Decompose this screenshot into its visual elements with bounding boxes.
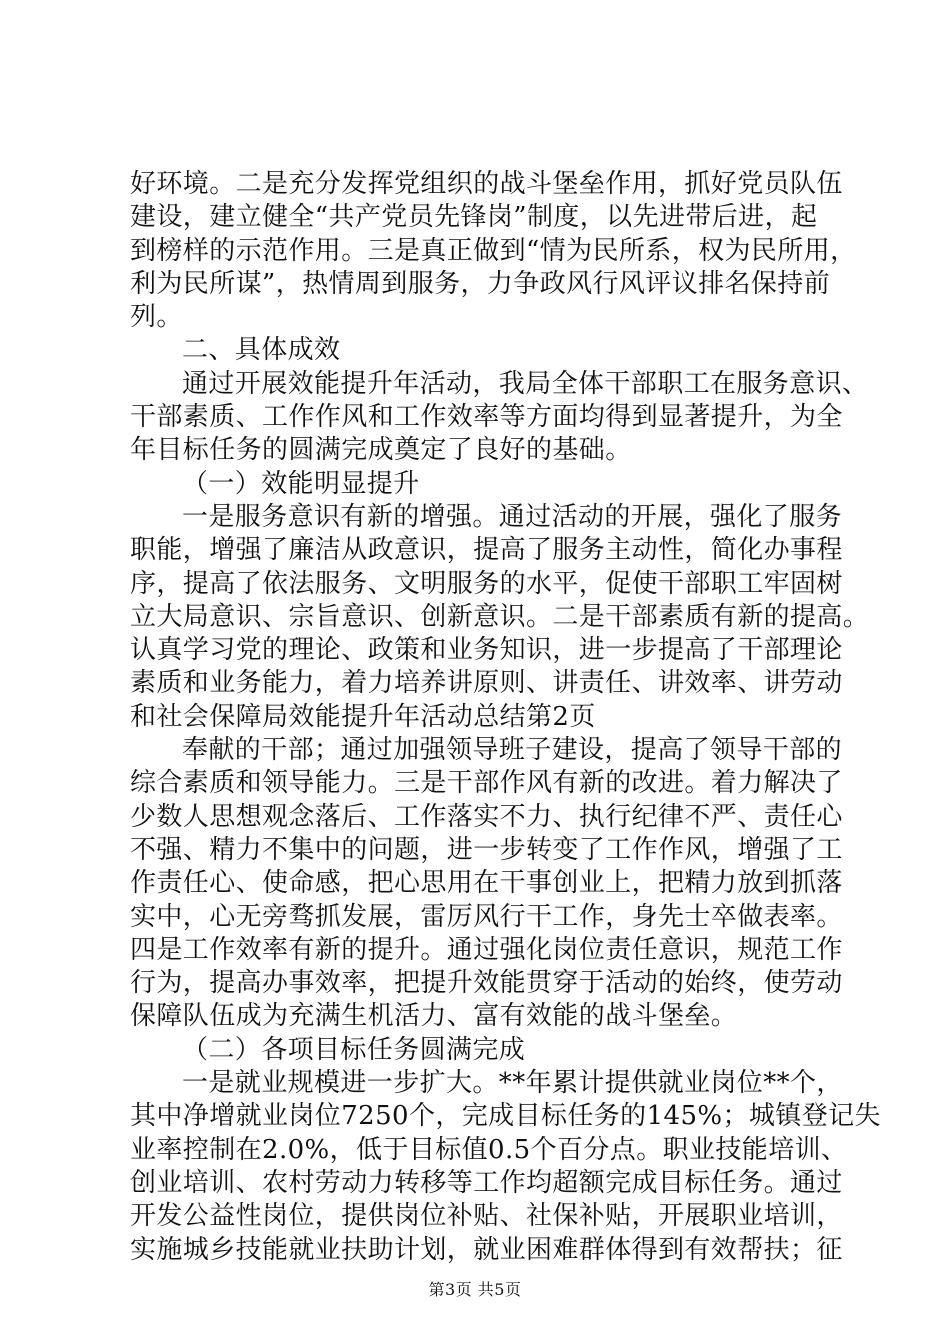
text-line: 和社会保障局效能提升年活动总结第2页	[130, 701, 596, 732]
text-line: 实中，心无旁骛抓发展，雷厉风行干工作，身先士卒做表率。	[130, 901, 843, 932]
text-line: 素质和业务能力，着力培养讲原则、讲责任、讲效率、讲劳动	[130, 668, 843, 699]
text-line: 干部素质、工作作风和工作效率等方面均得到显著提升，为全	[130, 402, 843, 433]
paragraph-start: 一是就业规模进一步扩大。**年累计提供就业岗位**个，	[182, 1068, 843, 1099]
section-heading: 二、具体成效	[182, 335, 341, 366]
text-line: 职能，增强了廉洁从政意识，提高了服务主动性，简化办事程	[130, 535, 843, 566]
text-line: 到榜样的示范作用。三是真正做到“情为民所系，权为民所用，	[130, 235, 857, 266]
text-line: 其中净增就业岗位7250个，完成目标任务的145%；城镇登记失	[130, 1101, 881, 1132]
text-line: 建设，建立健全“共产党员先锋岗”制度，以先进带后进，起	[130, 202, 818, 233]
document-body	[130, 168, 881, 1267]
subsection-heading: （二）各项目标任务圆满完成	[182, 1034, 526, 1065]
paragraph-start: 奉献的干部；通过加强领导班子建设，提高了领导干部的	[182, 735, 843, 766]
text-line: 利为民所谋”，热情周到服务，力争政风行风评议排名保持前	[130, 268, 831, 299]
text-line: 业率控制在2.0%，低于目标值0.5个百分点。职业技能培训、	[130, 1134, 848, 1165]
paragraph-start: 通过开展效能提升年活动，我局全体干部职工在服务意识、	[182, 368, 869, 399]
text-line: 作责任心、使命感，把心思用在干事创业上，把精力放到抓落	[130, 868, 843, 899]
page-footer	[0, 1277, 950, 1300]
text-line: 序，提高了依法服务、文明服务的水平，促使干部职工牢固树	[130, 568, 843, 599]
page-number-label: 第3页 共5页	[428, 1280, 522, 1299]
text-line: 四是工作效率有新的提升。通过强化岗位责任意识，规范工作	[130, 934, 843, 965]
subsection-heading: （一）效能明显提升	[182, 468, 420, 499]
paragraph-start: 一是服务意识有新的增强。通过活动的开展，强化了服务	[182, 501, 843, 532]
text-line: 好环境。二是充分发挥党组织的战斗堡垒作用，抓好党员队伍	[130, 169, 843, 199]
text-line: 创业培训、农村劳动力转移等工作均超额完成目标任务。通过	[130, 1167, 843, 1198]
text-line: 不强、精力不集中的问题，进一步转变了工作作风，增强了工	[130, 834, 843, 865]
text-line: 认真学习党的理论、政策和业务知识，进一步提高了干部理论	[130, 635, 843, 666]
text-line: 开发公益性岗位，提供岗位补贴、社保补贴，开展职业培训，	[130, 1201, 843, 1232]
text-line: 行为，提高办事效率，把提升效能贯穿于活动的始终，使劳动	[130, 968, 843, 999]
text-line: 实施城乡技能就业扶助计划，就业困难群体得到有效帮扶；征	[130, 1234, 843, 1265]
text-line: 综合素质和领导能力。三是干部作风有新的改进。着力解决了	[130, 768, 843, 799]
text-line: 列。	[130, 302, 183, 333]
text-line: 保障队伍成为充满生机活力、富有效能的战斗堡垒。	[130, 1001, 738, 1032]
text-line: 年目标任务的圆满完成奠定了良好的基础。	[130, 435, 632, 466]
text-line: 少数人思想观念落后、工作落实不力、执行纪律不严、责任心	[130, 801, 843, 832]
text-line: 立大局意识、宗旨意识、创新意识。二是干部素质有新的提高。	[130, 601, 870, 632]
